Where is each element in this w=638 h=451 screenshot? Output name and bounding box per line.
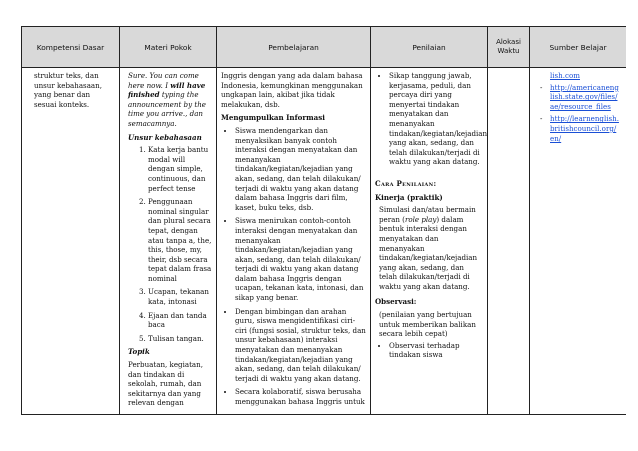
list-item: • Dengan bimbingan dan arahan guru, siswa mengidentifikasi ciri-ciri (fungsi sosial, struktur teks, dan unsur kebahasaan) interaksi menyatakan dan menanyakan tindakan/kegiatan/kejadian yang akan, sedang, dan telah dilakukan/ terjadi di waktu yang akan datang.: [235, 307, 366, 384]
link-americanenglish[interactable]: http://americanenglish.state.gov/files/ae/resource_files: [550, 82, 619, 111]
list-item: [538, 83, 620, 112]
topik-heading: Topik: [128, 347, 150, 357]
example-sentence: Sure. You can come here now. I will have finished typing the announcement by the time you arrive., dan semacamnya.: [128, 71, 206, 128]
observasi-heading: Observasi:: [375, 297, 417, 307]
cara-penilaian-heading: Cara Penilaian:: [375, 178, 437, 188]
sikap-list: [375, 71, 488, 167]
header-sumber-belajar: Sumber Belajar: [530, 27, 627, 68]
mengumpulkan-informasi-heading: Mengumpulkan Informasi: [221, 113, 325, 123]
kompetensi-text: struktur teks, dan unsur kebahasaan, yang benar dan sesuai konteks.: [34, 71, 102, 109]
list-item: • Observasi terhadap tindakan siswa: [389, 341, 483, 360]
topik-text: Perbuatan, kegiatan, dan tindakan di sekolah, rumah, dan sekitarnya dan yang relevan dengan: [128, 360, 203, 408]
observasi-list: [375, 341, 483, 360]
penilaian-cell: [371, 68, 488, 415]
list-item: [538, 114, 620, 143]
link-list: [538, 83, 620, 144]
link-britishcouncil[interactable]: http://learnenglish.britishcouncil.org/en/: [550, 114, 619, 143]
list-item: 5. Tulisan tangan.: [148, 334, 212, 344]
list-item: • Secara kolaboratif, siswa berusaha menggunakan bahasa Inggris untuk: [235, 387, 366, 406]
unsur-list: [128, 145, 212, 343]
kinerja-heading: Kinerja (praktik): [375, 192, 443, 202]
list-item: 2. Penggunaan nominal singular dan plural secara tepat, dengan atau tanpa a, the, this, those, my, their, dsb secara tepat dalam frasa nominal: [148, 197, 212, 283]
pembelajaran-intro: Inggris dengan yang ada dalam bahasa Indonesia, kemungkinan menggunakan ungkapan lain, akibat jika tidak melakukan, dsb.: [221, 71, 363, 109]
content-row: [22, 68, 627, 415]
list-item: • Siswa mendengarkan dan menyaksikan banyak contoh interaksi dengan menyatakan dan menanyakan tindakan/kegiatan/kejadian yang akan, sedang, dan telah dilakukan/ terjadi di waktu yang akan datang dalam bahasa Inggris dari film, kaset, buku teks, dsb.: [235, 126, 366, 212]
kinerja-text: Simulasi dan/atau bermain peran (role play) dalam bentuk interaksi dengan menyatakan dan menanyakan tindakan/kegiatan/kejadian yang akan, sedang, dan telah dilakukan/terjadi di waktu yang akan datang.: [379, 205, 478, 291]
header-materi-pokok: Materi Pokok: [120, 27, 217, 68]
syllabus-table: [21, 26, 626, 415]
sumber-belajar-cell: [530, 68, 627, 415]
header-alokasi-waktu: Alokasi Waktu: [488, 27, 530, 68]
kompetensi-cell: [22, 68, 120, 415]
header-kompetensi-dasar: Kompetensi Dasar: [22, 27, 120, 68]
document-page: [21, 26, 626, 451]
list-item: 3. Ucapan, tekanan kata, intonasi: [148, 287, 212, 306]
header-penilaian: Penilaian: [371, 27, 488, 68]
list-item: 4. Ejaan dan tanda baca: [148, 311, 212, 330]
observasi-note: (penilaian yang bertujuan untuk memberikan balikan secara lebih cepat): [379, 310, 476, 339]
list-item: 1. Kata kerja bantu modal will dengan simple, continuous, dan perfect tense: [148, 145, 212, 193]
link-continuation[interactable]: lish.com: [550, 71, 580, 80]
alokasi-waktu-cell: [488, 68, 530, 415]
header-row: [22, 27, 627, 68]
list-item: • Siswa menirukan contoh-contoh interaksi dengan menyatakan dan menanyakan tindakan/kegiatan/kejadian yang akan, sedang, dan telah dilakukan/ terjadi di waktu yang akan datang dalam bahasa Inggris dengan ucapan, tekanan kata, intonasi, dan sikap yang benar.: [235, 216, 366, 302]
materi-cell: [120, 68, 217, 415]
pembelajaran-list: [221, 126, 366, 407]
header-pembelajaran: Pembelajaran: [217, 27, 371, 68]
list-item: • Sikap tanggung jawab, kerjasama, peduli, dan percaya diri yang menyertai tindakan menyatakan dan menanyakan tindakan/kegiatan/kejadian yang akan, sedang, dan telah dilakukan/terjadi di waktu yang akan datang.: [389, 71, 483, 167]
pembelajaran-cell: [217, 68, 371, 415]
unsur-kebahasaan-heading: Unsur kebahasaan: [128, 132, 202, 142]
